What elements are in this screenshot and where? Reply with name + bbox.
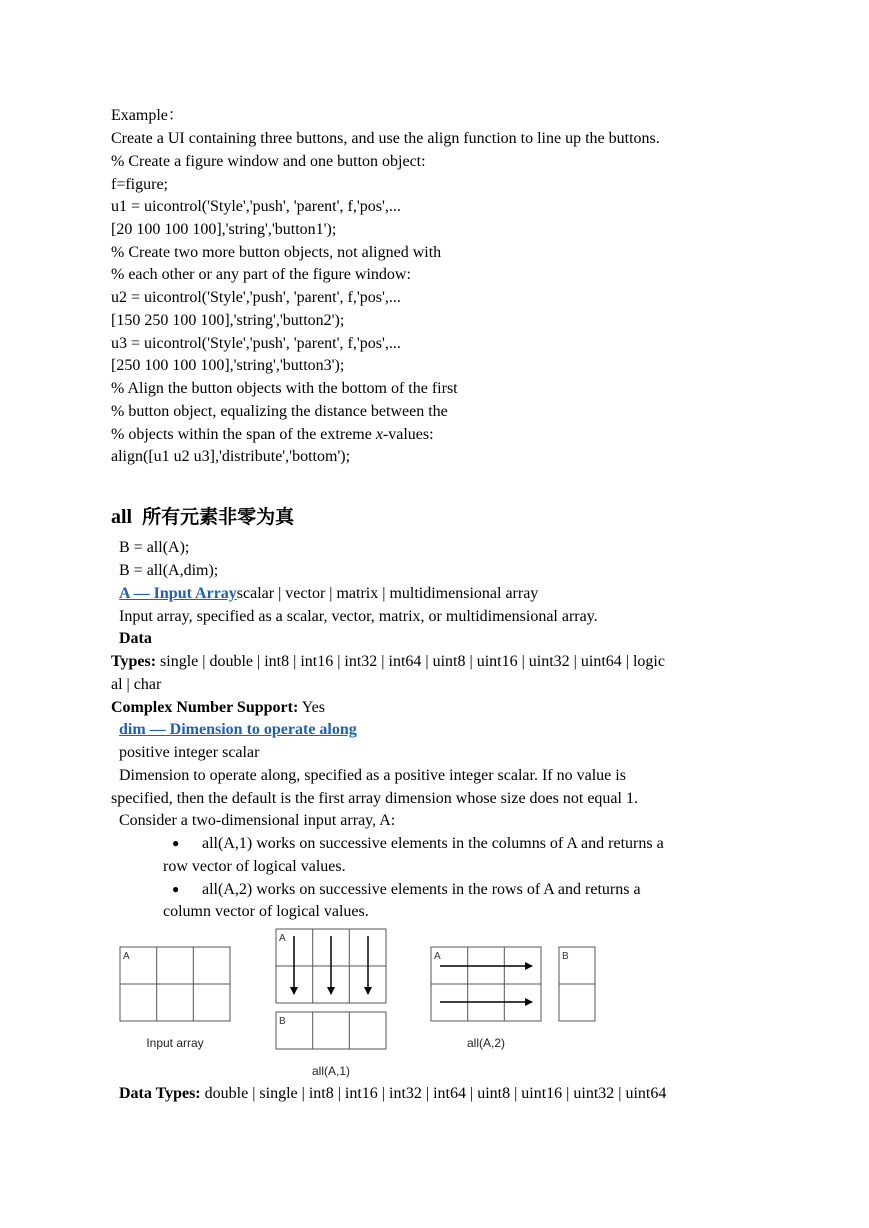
arg-a-types: scalar | vector | matrix | multidimensional array (236, 585, 539, 602)
code-line-1: Create a UI containing three buttons, and use the align function to line up the buttons. (111, 130, 660, 147)
dim-row (119, 719, 357, 741)
dim-desc-2: specified, then the default is the first array dimension whose size does not equal 1. (111, 790, 638, 807)
caption-all1: all(A,1) (311, 1064, 351, 1078)
code-line-14-post: -values: (382, 426, 434, 443)
data-label: Data (119, 630, 152, 647)
data-types-label: Data Types: (119, 1085, 201, 1102)
label-a-input: A (123, 951, 130, 962)
code-line-6: % Create two more button objects, not aligned with (111, 244, 442, 261)
section-title-zh: 所有元素非零为真 (142, 506, 295, 528)
code-line-5: [20 100 100 100],'string','button1'); (111, 221, 337, 238)
section-title: all (111, 506, 133, 528)
code-line-15: align([u1 u2 u3],'distribute','bottom'); (111, 448, 351, 465)
arg-a-row (119, 583, 538, 605)
label-b-all2: B (562, 951, 569, 962)
dim-desc-1: Dimension to operate along, specified as a positive integer scalar. If no value is (119, 767, 626, 784)
code-line-3: f=figure; (111, 176, 168, 193)
code-line-14-pre: % objects within the span of the extreme (111, 426, 376, 443)
types-label: Types: (111, 653, 157, 670)
complex-row (111, 697, 325, 719)
caption-input-array: Input array (146, 1036, 204, 1050)
complex-label: Complex Number Support: (111, 699, 299, 716)
bullet-dot-1: ● (172, 836, 180, 850)
types-row (111, 651, 665, 673)
bullet-2-line-b: column vector of logical values. (163, 903, 369, 920)
all-function-diagram (110, 924, 610, 1084)
code-line-9: [150 250 100 100],'string','button2'); (111, 312, 345, 329)
code-line-7: % each other or any part of the figure window: (111, 266, 411, 283)
data-types-row (119, 1083, 666, 1105)
dim-link[interactable]: dim — Dimension to operate along (119, 721, 357, 738)
arg-a-desc: Input array, specified as a scalar, vector, matrix, or multidimensional array. (119, 608, 598, 625)
code-line-4: u1 = uicontrol('Style','push', 'parent', f,'pos',... (111, 198, 401, 215)
consider-line: Consider a two-dimensional input array, A: (119, 812, 396, 829)
types-text: single | double | int8 | int16 | int32 | int64 | uint8 | uint16 | uint32 | uint64 | logic (156, 653, 665, 670)
code-line-12: % Align the button objects with the bottom of the first (111, 380, 458, 397)
complex-value: Yes (298, 699, 325, 716)
code-line-8: u2 = uicontrol('Style','push', 'parent', f,'pos',... (111, 289, 401, 306)
label-b-all1: B (279, 1016, 286, 1027)
arg-a-link[interactable]: A — Input Array (119, 585, 237, 602)
code-line-13: % button object, equalizing the distance between the (111, 403, 448, 420)
code-line-11: [250 100 100 100],'string','button3'); (111, 357, 345, 374)
bullet-1-line-b: row vector of logical values. (163, 858, 346, 875)
code-line-14 (111, 424, 434, 446)
caption-all2: all(A,2) (466, 1036, 506, 1050)
data-types-text: double | single | int8 | int16 | int32 | int64 | uint8 | uint16 | uint32 | uint64 (200, 1085, 667, 1102)
bullet-1-line-a: all(A,1) works on successive elements in the columns of A and returns a (202, 835, 664, 852)
syntax-2: B = all(A,dim); (119, 562, 219, 579)
code-line-10: u3 = uicontrol('Style','push', 'parent', f,'pos',... (111, 335, 401, 352)
syntax-1: B = all(A); (119, 539, 190, 556)
dim-type: positive integer scalar (119, 744, 260, 761)
bullet-2-line-a: all(A,2) works on successive elements in the rows of A and returns a (202, 881, 641, 898)
code-line-14-em: x (375, 426, 383, 443)
all1-b-row (276, 1012, 386, 1049)
label-a-all2: A (434, 951, 441, 962)
code-line-2: % Create a figure window and one button object: (111, 153, 426, 170)
label-a-all1: A (279, 933, 286, 944)
types-cont: al | char (111, 676, 162, 693)
bullet-dot-2: ● (172, 882, 180, 896)
section-heading (111, 502, 294, 529)
example-label: Example： (111, 107, 184, 124)
